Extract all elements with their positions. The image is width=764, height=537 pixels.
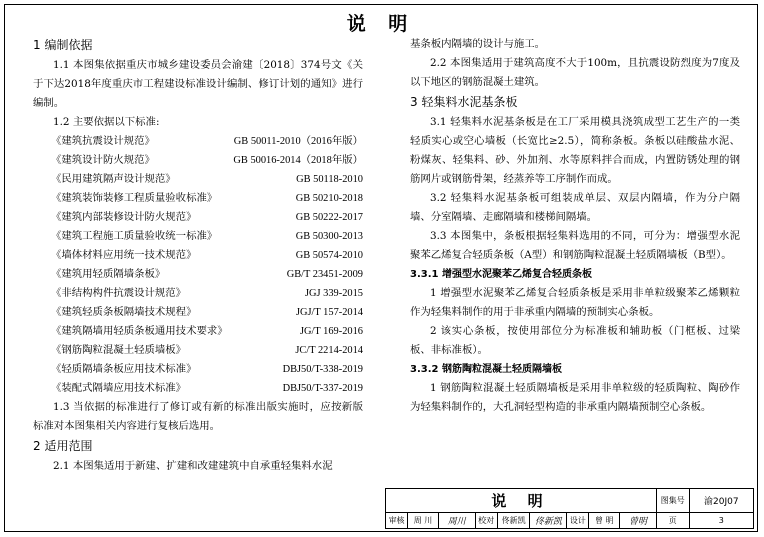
paragraph-3-3-2-1: 1 钢筋陶粒混凝土轻质隔墙板是采用非单粒级的轻质陶粒、陶砂作为轻集料制作的，大孔洞轻型构造的非承重内隔墙预制空心条板。	[410, 382, 740, 413]
standard-item	[33, 246, 363, 265]
standard-code: GB 50118-2010	[296, 174, 363, 185]
reviewer-name: 周 川	[408, 513, 439, 529]
standard-code: GB 50574-2010	[295, 250, 363, 261]
designer-signature: 曾明	[620, 513, 657, 529]
standard-code: JGJ/T 157-2014	[295, 307, 363, 318]
standard-code: GB 50300-2013	[295, 231, 363, 242]
section-heading-2: 2 适用范围	[33, 439, 93, 453]
standard-code: JC/T 2214-2014	[295, 345, 363, 356]
standard-code: GB 50210-2018	[295, 193, 363, 204]
standard-name: 《建筑轻质条板隔墙技术规程》	[51, 306, 197, 318]
right-column	[410, 35, 740, 417]
section-heading-3: 3 轻集料水泥基条板	[410, 95, 518, 109]
standard-item	[33, 379, 363, 398]
title-block-title: 说 明	[386, 489, 657, 513]
standard-item	[33, 151, 363, 170]
atlas-number: 渝20J07	[689, 489, 753, 513]
paragraph-2-1-continued: 基条板内隔墙的设计与施工。	[410, 38, 546, 50]
reviewer-signature: 周川	[438, 513, 475, 529]
section-heading-1: 1 编制依据	[33, 38, 93, 52]
paragraph-3-3-1-2: 2 该实心条板，按使用部位分为标准板和辅助板（门框板、过梁板、非标准板）。	[410, 325, 740, 356]
checker-name: 佟新凯	[497, 513, 530, 529]
standard-item	[33, 132, 363, 151]
standard-name: 《装配式隔墙应用技术标准》	[51, 382, 187, 394]
paragraph-3-3: 3.3 本图集中，条板根据轻集料选用的不同，可分为：增强型水泥聚苯乙烯复合轻质条板（A型）和钢筋陶粒混凝土轻质隔墙板（B型）。	[410, 230, 740, 261]
standard-code: JG/T 169-2016	[299, 326, 363, 337]
designer-name: 曾 明	[589, 513, 620, 529]
standard-code: GB 50016-2014（2018年版）	[233, 155, 363, 166]
standard-item	[33, 322, 363, 341]
standard-name: 《建筑用轻质隔墙条板》	[51, 268, 166, 280]
checker-signature: 佟新凯	[530, 513, 567, 529]
drawing-sheet	[4, 4, 758, 532]
standard-item	[33, 189, 363, 208]
standard-code: GB 50011-2010（2016年版）	[233, 136, 363, 147]
left-column	[33, 35, 363, 476]
paragraph-3-1: 3.1 轻集料水泥基条板是在工厂采用模具浇筑成型工艺生产的一类轻质实心或空心墙板（长宽比≥2.5），简称条板。条板以硅酸盐水泥、粉煤灰、轻集料、砂、外加剂、水等原料拌合而成，内置防锈处理的钢筋网片或钢筋骨架，经蒸养等工序制作而成。	[410, 116, 740, 185]
standard-name: 《建筑装饰装修工程质量验收标准》	[51, 192, 218, 204]
page-title: 说 明	[346, 13, 416, 35]
standard-code: JGJ 339-2015	[304, 288, 363, 299]
standard-name: 《民用建筑隔声设计规范》	[51, 173, 176, 185]
paragraph-1-2: 1.2 主要依据以下标准:	[53, 116, 160, 128]
standard-item	[33, 284, 363, 303]
atlas-label: 图集号	[656, 489, 689, 513]
paragraph-1-3: 1.3 当依据的标准进行了修订或有新的标准出版实施时，应按新版标准对本图集相关内容进行复核后选用。	[33, 401, 363, 432]
design-label: 设计	[567, 513, 589, 529]
title-block	[385, 488, 754, 529]
standard-item	[33, 265, 363, 284]
subsection-heading-3-3-1: 3.3.1 增强型水泥聚苯乙烯复合轻质条板	[410, 269, 592, 280]
standard-code: GB/T 23451-2009	[286, 269, 363, 280]
page-label: 页	[656, 513, 689, 529]
standard-name: 《轻质隔墙条板应用技术标准》	[51, 363, 197, 375]
standard-item	[33, 341, 363, 360]
paragraph-2-2: 2.2 本图集适用于建筑高度不大于100m，且抗震设防烈度为7度及以下地区的钢筋混凝土建筑。	[410, 57, 740, 88]
standard-name: 《建筑内部装修设计防火规范》	[51, 211, 197, 223]
paragraph-2-1: 2.1 本图集适用于新建、扩建和改建建筑中自承重轻集料水泥	[53, 460, 333, 472]
paragraph-3-3-1-1: 1 增强型水泥聚苯乙烯复合轻质条板是采用非单粒级聚苯乙烯颗粒作为轻集料制作的用于非承重内隔墙的预制实心条板。	[410, 287, 740, 318]
standard-item	[33, 227, 363, 246]
standard-name: 《建筑工程施工质量验收统一标准》	[51, 230, 218, 242]
standard-code: GB 50222-2017	[295, 212, 363, 223]
subsection-heading-3-3-2: 3.3.2 钢筋陶粒混凝土轻质隔墙板	[410, 364, 562, 375]
standard-name: 《建筑抗震设计规范》	[51, 135, 155, 147]
standard-name: 《建筑设计防火规范》	[51, 154, 155, 166]
paragraph-3-2: 3.2 轻集料水泥基条板可组装成单层、双层内隔墙，作为分户隔墙、分室隔墙、走廊隔墙和楼梯间隔墙。	[410, 192, 740, 223]
standard-item	[33, 208, 363, 227]
standard-item	[33, 303, 363, 322]
paragraph-1-1: 1.1 本图集依据重庆市城乡建设委员会渝建〔2018〕374号文《关于下达2018年度重庆市工程建设标准设计编制、修订计划的通知》进行编制。	[33, 59, 363, 109]
standard-name: 《建筑隔墙用轻质条板通用技术要求》	[51, 325, 228, 337]
check-label: 校对	[475, 513, 497, 529]
review-label: 审核	[386, 513, 408, 529]
standard-item	[33, 170, 363, 189]
standard-code: DBJ50/T-338-2019	[282, 364, 363, 375]
standards-list	[33, 132, 363, 398]
standard-name: 《钢筋陶粒混凝土轻质墙板》	[51, 344, 187, 356]
standard-code: DBJ50/T-337-2019	[282, 383, 363, 394]
standard-item	[33, 360, 363, 379]
page-number: 3	[689, 513, 753, 529]
standard-name: 《墙体材料应用统一技术规范》	[51, 249, 197, 261]
standard-name: 《非结构构件抗震设计规范》	[51, 287, 187, 299]
